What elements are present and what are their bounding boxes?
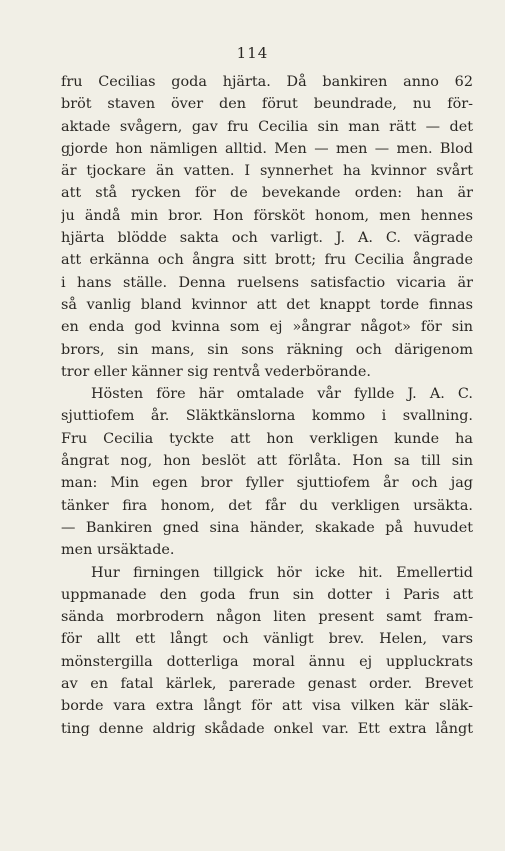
text-line: man: Min egen bror fyller sjuttiofem år och jag [61,475,473,492]
text-line: hjärta blödde sakta och varligt. J. A. C. vägrade [61,230,473,247]
text-line: mönstergilla dotterliga moral ännu ej uppluckrats [61,653,473,670]
text-line: att stå rycken för de bevekande orden: han är [61,185,473,202]
text-line: uppmanade den goda frun sin dotter i Paris att [61,586,473,603]
page-number: 114 [236,44,269,62]
text-line: gjorde hon nämligen alltid. Men — men — men. Blod [61,140,473,157]
text-line: fru Cecilias goda hjärta. Då bankiren anno 62 [61,74,473,90]
text-line: aktade svågern, gav fru Cecilia sin man rätt — det [61,118,473,135]
body-text [61,71,473,740]
text-line: ju ändå min bror. Hon försköt honom, men hennes [61,207,473,224]
text-line: brors, sin mans, sin sons räkning och därigenom [61,341,473,358]
text-line: ting denne aldrig skådade onkel var. Ett extra långt [61,720,473,737]
text-line: så vanlig bland kvinnor att det knappt torde finnas [61,296,473,313]
text-line: — Bankiren gned sina händer, skakade på huvudet [61,519,473,536]
text-line: Fru Cecilia tyckte att hon verkligen kunde ha [61,430,473,447]
text-line: är tjockare än vatten. I synnerhet ha kvinnor svårt [61,163,473,180]
text-line: men ursäktade. [61,542,175,559]
text-line: sända morbrodern någon liten present samt fram- [61,609,473,626]
text-line: för allt ett långt och vänligt brev. Helen, vars [61,631,473,648]
text-line: i hans ställe. Denna ruelsens satisfactio vicaria är [61,274,473,291]
text-line: Hur firningen tillgick hör icke hit. Emellertid [91,564,473,581]
text-line: bröt staven över den förut beundrade, nu för- [61,96,473,113]
text-line: tror eller känner sig rentvå vederbörande. [61,363,371,380]
text-line: Hösten före här omtalade vår fyllde J. A. C. [91,386,473,403]
text-line: en enda god kvinna som ej »ångrar något» för sin [61,319,473,336]
text-line: ångrat nog, hon beslöt att förlåta. Hon sa till sin [61,453,473,470]
text-line: att erkänna och ångra sitt brott; fru Cecilia ångrade [61,252,473,269]
text-line: av en fatal kärlek, parerade genast order. Brevet [61,676,473,693]
text-line: tänker fira honom, det får du verkligen ursäkta. [61,497,473,514]
text-line: sjuttiofem år. Släktkänslorna kommo i svallning. [61,408,473,425]
text-line: borde vara extra långt för att visa vilken kär släk- [61,698,473,715]
